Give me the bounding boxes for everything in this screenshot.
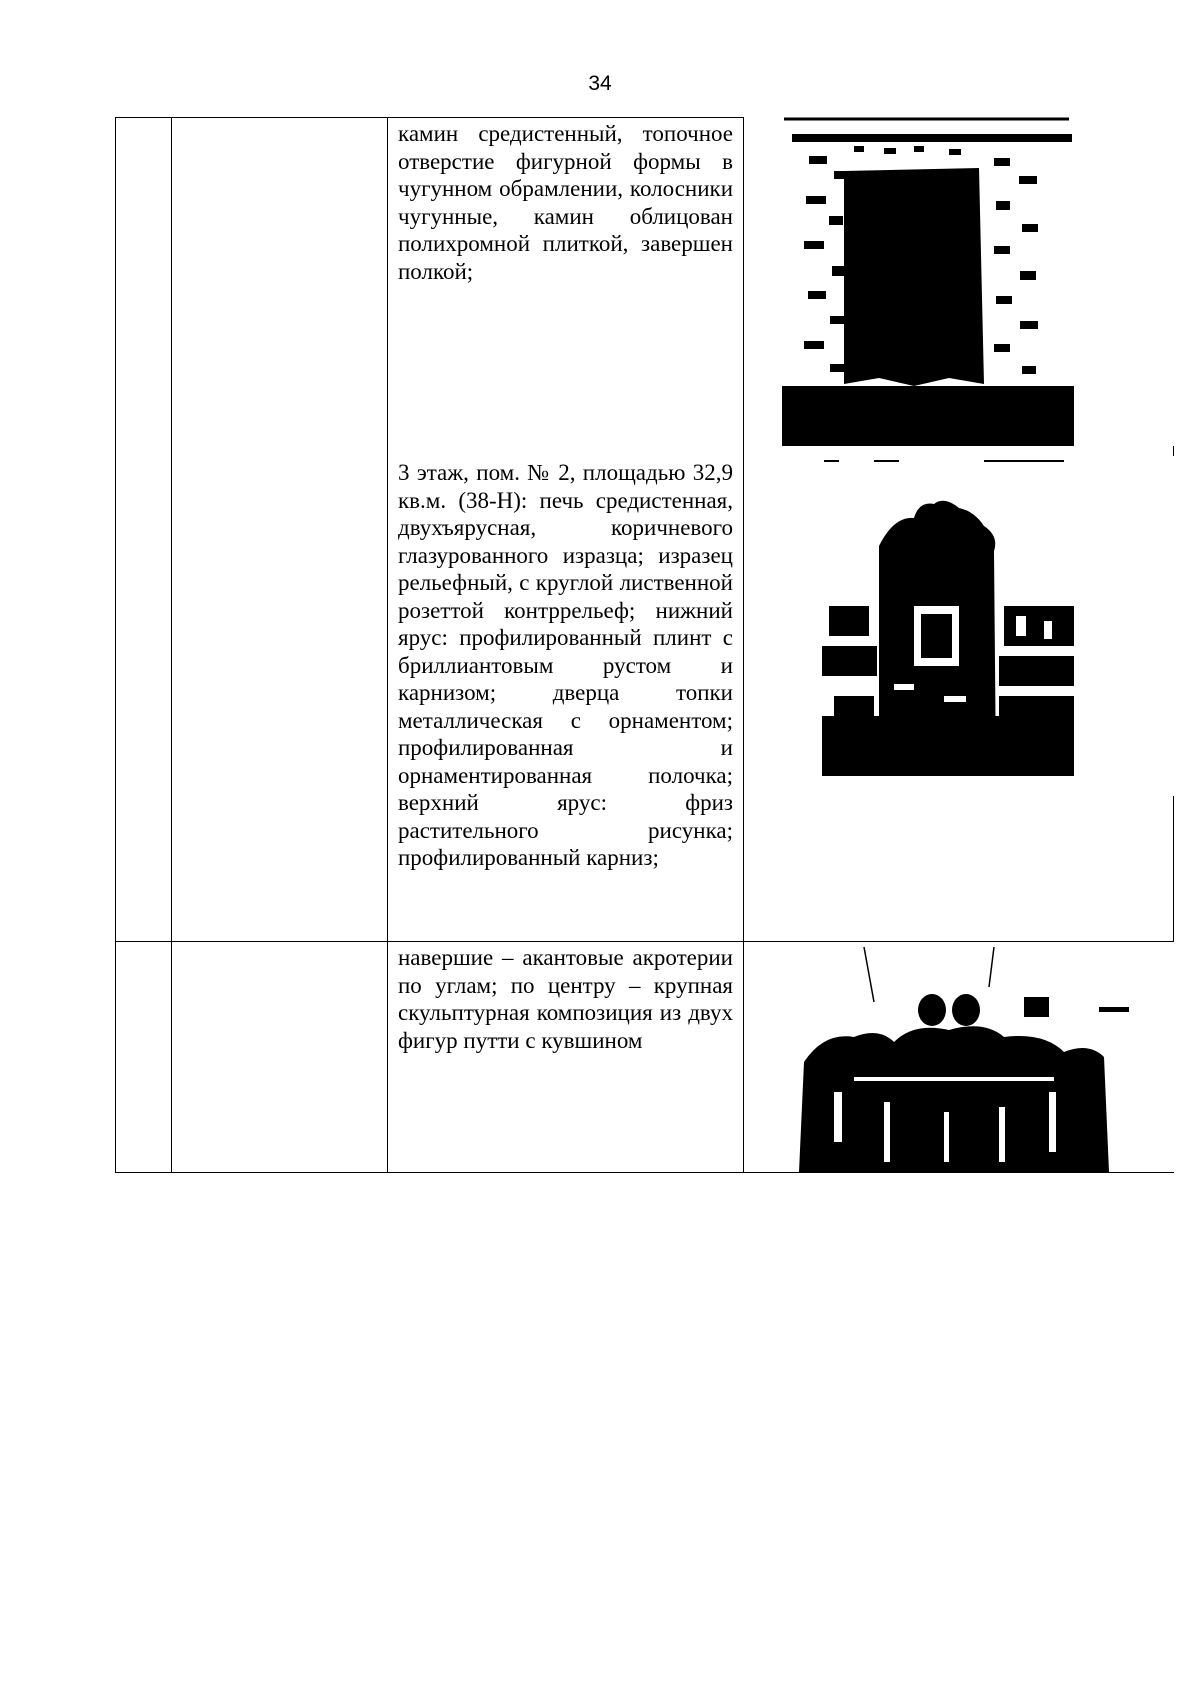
stove-crown-photo [744, 942, 1174, 1172]
page-number: 34 [588, 72, 612, 95]
description-text: 3 этаж, пом. № 2, площадью 32,9 кв.м. (38-Н): печь средистенная, двухъярусная, коричневого глазурованного изразца; изразец рельефный, с круглой лиственной розеттой контррельеф; нижний ярус: профилированный плинт с бриллиантовым рустом и карнизом; дверца топки металлическая с орнаментом; профилированная и орнаментированная полочка; верхний ярус: фриз растительного рисунка; профилированный карниз; [398, 460, 733, 870]
photo-cell [744, 118, 1174, 942]
object-cell [172, 118, 388, 942]
number-cell [116, 118, 172, 942]
description-text: навершие – акантовые акротерии по углам; по центру – крупная скульптурная композиция из двух фигур путти с кувшином [398, 945, 733, 1053]
object-cell [172, 942, 388, 1173]
description-cell [388, 118, 744, 942]
photo-cell [744, 942, 1174, 1173]
description-text: камин средистенный, топочное отверстие фигурной формы в чугунном обрамлении, колосники чугунные, камин облицован полихромной плиткой, завершен полкой; [398, 121, 733, 284]
fireplace-photo [744, 116, 1174, 446]
stove-photo [744, 456, 1174, 796]
object-table [115, 117, 1174, 1173]
table-row [116, 942, 1174, 1173]
number-cell [116, 942, 172, 1173]
table-row [116, 118, 1174, 942]
description-cell [388, 942, 744, 1173]
